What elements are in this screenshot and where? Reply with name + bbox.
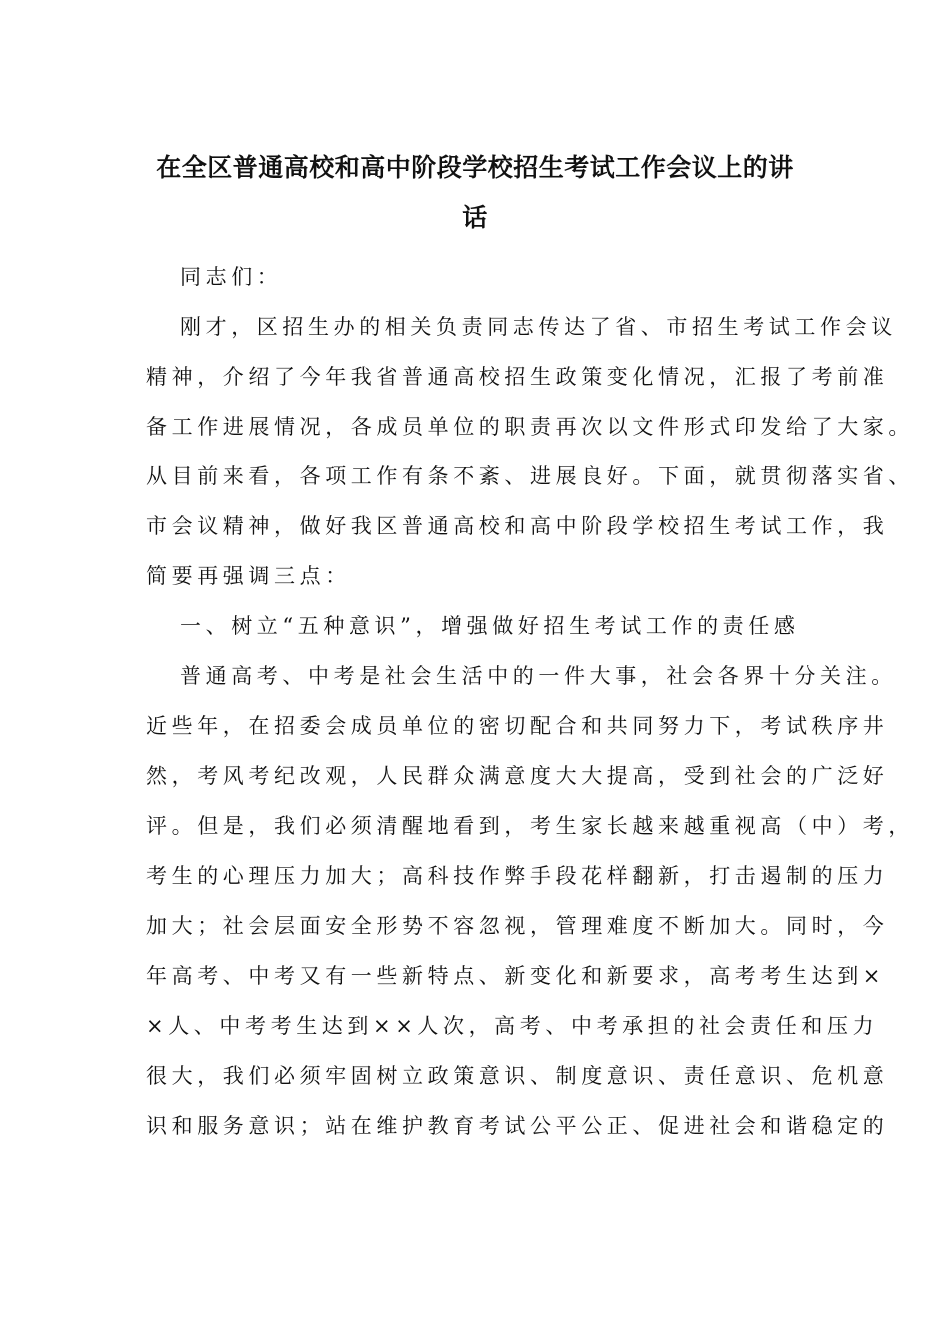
body-line-1: 刚才，区招生办的相关负责同志传达了省、市招生考试工作会议	[180, 315, 897, 339]
body-line-13: 加大；社会层面安全形势不容忽视，管理难度不断加大。同时，今	[146, 914, 889, 938]
body-line-8: 普通高考、中考是社会生活中的一件大事，社会各界十分关注。	[180, 664, 897, 688]
body-line-10: 然，考风考纪改观，人民群众满意度大大提高，受到社会的广泛好	[146, 764, 889, 788]
body-line-15: ×人、中考考生达到××人次，高考、中考承担的社会责任和压力	[146, 1014, 879, 1038]
document-title-line-2: 话	[462, 203, 488, 232]
body-line-6: 简要再强调三点：	[146, 564, 351, 588]
body-line-11: 评。但是，我们必须清醒地看到，考生家长越来越重视高（中）考，	[146, 814, 914, 838]
body-line-17: 识和服务意识；站在维护教育考试公平公正、促进社会和谐稳定的	[146, 1114, 889, 1138]
body-line-16: 很大，我们必须牢固树立政策意识、制度意识、责任意识、危机意	[146, 1064, 889, 1088]
salutation: 同志们：	[180, 265, 283, 289]
body-line-3: 备工作进展情况，各成员单位的职责再次以文件形式印发给了大家。	[146, 415, 914, 439]
document-title-line-1: 在全区普通高校和高中阶段学校招生考试工作会议上的讲	[156, 153, 794, 182]
body-line-5: 市会议精神，做好我区普通高校和高中阶段学校招生考试工作，我	[146, 514, 889, 538]
body-line-2: 精神，介绍了今年我省普通高校招生政策变化情况，汇报了考前准	[146, 365, 889, 389]
body-line-9: 近些年，在招委会成员单位的密切配合和共同努力下，考试秩序井	[146, 714, 889, 738]
body-line-12: 考生的心理压力加大；高科技作弊手段花样翻新，打击遏制的压力	[146, 864, 889, 888]
body-line-14: 年高考、中考又有一些新特点、新变化和新要求，高考考生达到×	[146, 964, 885, 988]
body-line-4: 从目前来看，各项工作有条不紊、进展良好。下面，就贯彻落实省、	[146, 464, 914, 488]
section-heading-1: 一、树立“五种意识”，增强做好招生考试工作的责任感	[180, 614, 800, 638]
